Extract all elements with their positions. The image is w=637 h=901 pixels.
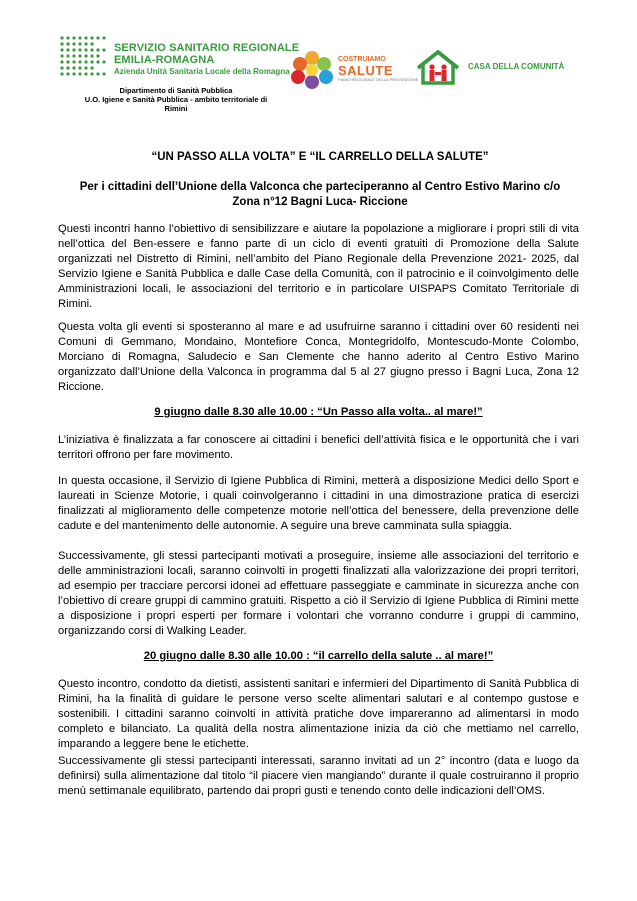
costruiamo-salute-text (338, 56, 418, 82)
rer-line1: SERVIZIO SANITARIO REGIONALE (114, 42, 300, 54)
intro-paragraph: Questi incontri hanno l’obiettivo di sensibilizzare e aiutare la popolazione a migliorare i propri stili di vita nell’ottica del Ben-essere e fanno parte di un ciclo di eventi gratuiti di Promozione della Salute organizzati nel Distretto di Rimini, nell’ambito del Piano Regionale della Prevenzione 2021- 2025, dal Servizio Igiene e Sanità Pubblica e dalle Case della Comunità, con il patrocinio e il coinvolgimento delle Amministrazioni locali, le associazioni del territorio e in particolare UISPAPS Comitato Territoriale di Rimini. (58, 223, 579, 310)
rer-line2: EMILIA-ROMAGNA (114, 54, 215, 66)
event1-details-paragraph: In questa occasione, il Servizio di Igiene Pubblica di Rimini, metterà a disposizione Medici dello Sport e laureati in Scienze Motorie, i quali coinvolgeranno i cittadini in una dimostrazione pratica di esercizi finalizzati al miglioramento delle competenze motorie nell’ottica del benessere, della prevenzione delle cadute e del mantenimento delle autonomie. A seguire una breve camminata sulla spiaggia. (58, 475, 579, 532)
rer-dot-grid-logo (58, 34, 108, 80)
event2-heading: 20 giugno dalle 8.30 alle 10.00 : “il carrello della salute .. al mare!” (143, 650, 494, 662)
casa-comunita-text: CASA DELLA COMUNITÀ (468, 62, 565, 71)
dept-line1: Dipartimento di Sanità Pubblica (119, 86, 233, 95)
subtitle-line2: Zona n°12 Bagni Luca- Riccione (232, 196, 408, 208)
event1-heading: 9 giugno dalle 8.30 alle 10.00 : “Un Passo alla volta.. al mare!” (154, 406, 483, 418)
casa-comunita-house-icon (414, 48, 462, 86)
subtitle-line1: Per i cittadini dell’Unione della Valconca che parteciperanno al Centro Estivo Marino c/o (79, 181, 561, 193)
event2-details-paragraph: Questo incontro, condotto da dietisti, assistenti sanitari e infermieri del Dipartimento di Sanità Pubblica di Rimini, ha la finalità di guidare le persone verso scelte alimentari salutari e al contempo gustose e sostenibili. I cittadini saranno coinvolti in attività pratiche dove impareranno ad alimentarsi in modo completo e bilanciato. La qualità della nostra alimentazione inizia da ciò che mettiamo nel carrello, imparando a leggere bene le etichette. (58, 678, 579, 750)
letterhead (0, 0, 637, 140)
document-subtitle (60, 180, 580, 210)
costruiamo-salute-logo (290, 50, 334, 90)
costruiamo-small: COSTRUIAMO (338, 56, 386, 63)
document-title: “UN PASSO ALLA VOLTA” E “IL CARRELLO DELLA SALUTE” (151, 151, 489, 163)
participants-paragraph: Questa volta gli eventi si sposteranno al mare e ad usufruirne saranno i cittadini over 60 residenti nei Comuni di Gemmano, Mondaino, Montefiore Conca, Montegridolfo, Montescudo-Monte Colombo, Morciano di Romagna, Saludecio e San Clemente che hanno aderito al Centro Estivo Marino organizzato dall’Unione della Valconca in programma dal 5 al 27 giugno presso i Bagni Luca, Zona 12 Riccione. (58, 321, 579, 393)
event1-aim-paragraph: L’iniziativa è finalizzata a far conoscere ai cittadini i benefici dell’attività fisica e le opportunità che i vari territori offrono per fare movimento. (58, 434, 579, 461)
department-text (40, 86, 312, 113)
dept-line2: U.O. Igiene e Sanità Pubblica - ambito territoriale di (84, 95, 268, 104)
event2-followup-paragraph: Successivamente gli stessi partecipanti interessati, saranno invitati ad un 2° incontro (data e luogo da definirsi) sulla alimentazione dal titolo “il piacere vien mangiando” durante il quale costruiranno il proprio menù settimanale equilibrato, partendo dai propri gusti e tenendo conto delle indicazioni dell’OMS. (58, 755, 579, 797)
event1-followup-paragraph: Successivamente, gli stessi partecipanti motivati a proseguire, insieme alle associazioni del territorio e delle amministrazioni locali, saranno coinvolti in progetti finalizzati alla valorizzazione dei propri territori, ad esempio per tracciare percorsi idonei ad effettuare passeggiate e camminate in sicurezza anche con l’obiettivo di creare gruppi di cammino gratuiti. Rispetto a ciò il Servizio di Igiene Pubblica di Rimini mette a disposizione i propri esperti per formare i volontari che vorranno condurre i gruppi di cammino, organizzando corsi di Walking Leader. (58, 550, 579, 637)
costruiamo-tagline: PIANO REGIONALE DELLA PREVENZIONE (338, 77, 419, 82)
salute-big: SALUTE (338, 63, 393, 78)
rer-logo-text (114, 42, 299, 77)
rer-line3: Azienda Unità Sanitaria Locale della Romagna (114, 67, 290, 76)
dept-line3: Rimini (164, 104, 188, 113)
